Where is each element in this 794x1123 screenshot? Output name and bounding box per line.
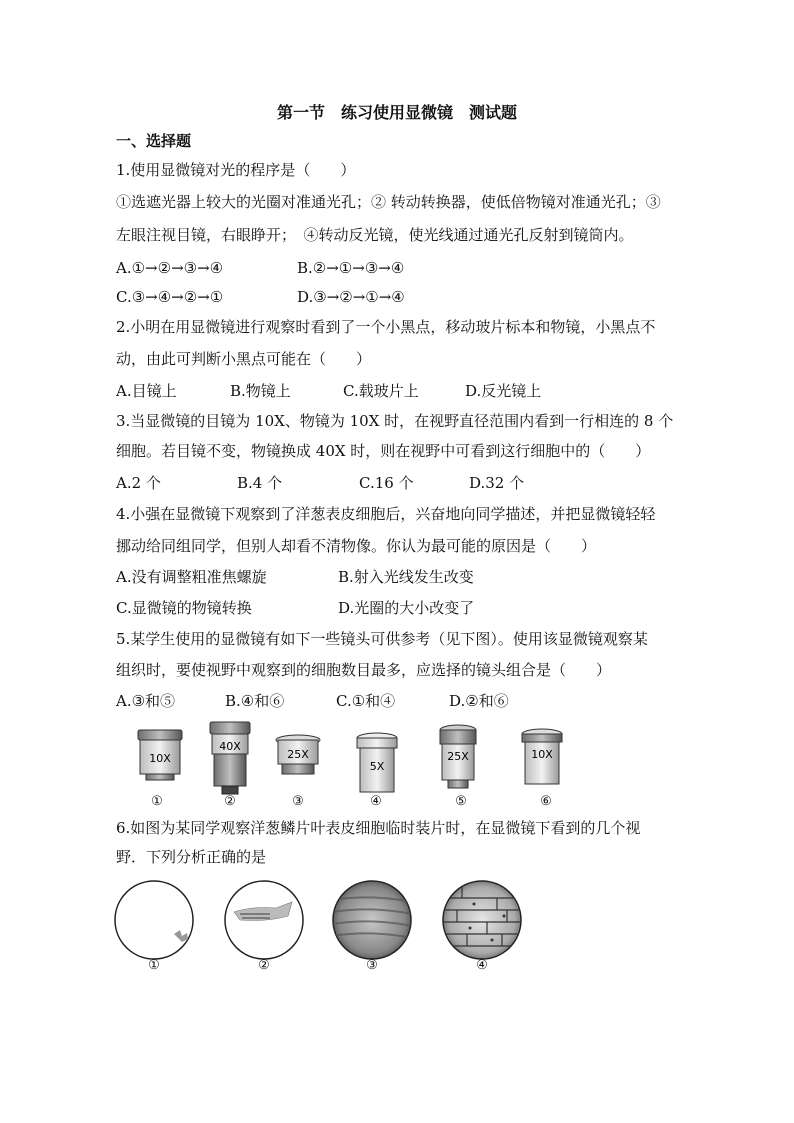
view-2-icon [225,881,303,959]
lens-4-number: ④ [370,794,382,809]
lens-1-number: ① [151,794,163,809]
microscope-views-figure [112,876,532,964]
view-4-icon [442,881,522,959]
view-2-number: ② [258,958,270,973]
q4-option-c: C.显微镜的物镜转换 [116,599,252,617]
q1-stem: 1.使用显微镜对光的程序是（ ） [116,161,356,179]
lens-2-number: ② [224,794,236,809]
lens-1-icon [138,730,182,780]
q2-option-b: B.物镜上 [230,382,291,400]
lens-6-number: ⑥ [540,794,552,809]
q1-option-d: D.③→②→①→④ [297,288,405,306]
q1-option-c: C.③→④→②→① [116,288,224,306]
lens-5-number: ⑤ [455,794,467,809]
q1-line1: ①选遮光器上较大的光圈对准通光孔；② 转动转换器，使低倍物镜对准通光孔；③ [116,193,661,211]
q1-option-a: A.①→②→③→④ [116,259,224,277]
q1-line2: 左眼注视目镜，右眼睁开； ④转动反光镜，使光线通过通光孔反射到镜筒内。 [116,226,634,244]
q4-line1: 4.小强在显微镜下观察到了洋葱表皮细胞后，兴奋地向同学描述，并把显微镜轻轻 [116,505,656,523]
view-4-number: ④ [476,958,488,973]
lens-3-number: ③ [292,794,304,809]
lens-3-icon [276,735,320,774]
lens-4-icon [357,733,397,792]
lens-5-icon [440,725,476,788]
lens-6-icon [522,729,562,784]
q2-option-c: C.载玻片上 [343,382,419,400]
q4-option-a: A.没有调整粗准焦螺旋 [116,568,267,586]
q3-line1: 3.当显微镜的目镜为 10X、物镜为 10X 时，在视野直径范围内看到一行相连的 8 个 [116,412,674,430]
q3-line2: 细胞。若目镜不变，物镜换成 40X 时，则在视野中可看到这行细胞中的（ ） [116,442,651,460]
q5-option-d: D.②和⑥ [449,692,509,710]
q2-line1: 2.小明在用显微镜进行观察时看到了一个小黑点，移动玻片标本和物镜，小黑点不 [116,318,656,336]
page-title: 第一节 练习使用显微镜 测试题 [276,103,517,122]
lens-3-mark: 25X [287,748,309,761]
q5-line1: 5.某学生使用的显微镜有如下一些镜头可供参考（见下图）。使用该显微镜观察某 [116,630,648,648]
q2-line2: 动，由此可判断小黑点可能在（ ） [116,350,372,368]
q5-option-c: C.①和④ [336,692,396,710]
lens-4-mark: 5X [369,760,385,773]
q1-option-b: B.②→①→③→④ [297,259,405,277]
lens-6-mark: 10X [531,748,553,761]
q3-option-c: C.16 个 [359,474,414,492]
q5-option-a: A.③和⑤ [116,692,176,710]
lens-2-mark: 40X [219,740,241,753]
q3-option-a: A.2 个 [116,474,161,492]
view-1-number: ① [148,958,160,973]
q3-option-b: B.4 个 [237,474,283,492]
view-1-icon [115,881,193,959]
view-3-number: ③ [366,958,378,973]
lens-1-mark: 10X [149,752,171,765]
q2-option-a: A.目镜上 [116,382,177,400]
q4-option-d: D.光圈的大小改变了 [338,599,475,617]
lens-2-icon [210,722,250,794]
q6-line1: 6.如图为某同学观察洋葱鳞片叶表皮细胞临时装片时，在显微镜下看到的几个视 [116,819,641,837]
q2-option-d: D.反光镜上 [465,382,542,400]
q4-option-b: B.射入光线发生改变 [338,568,474,586]
lens-figure [130,718,590,813]
q5-option-b: B.④和⑥ [225,692,285,710]
q4-line2: 挪动给同组同学，但别人却看不清物像。你认为最可能的原因是（ ） [116,537,597,555]
q6-line2: 野．下列分析正确的是 [116,848,267,866]
view-3-icon [332,881,412,959]
lens-5-mark: 25X [447,750,469,763]
section-heading: 一、选择题 [116,132,192,150]
q3-option-d: D.32 个 [469,474,525,492]
q5-line2: 组织时，要使视野中观察到的细胞数目最多，应选择的镜头组合是（ ） [116,661,612,679]
